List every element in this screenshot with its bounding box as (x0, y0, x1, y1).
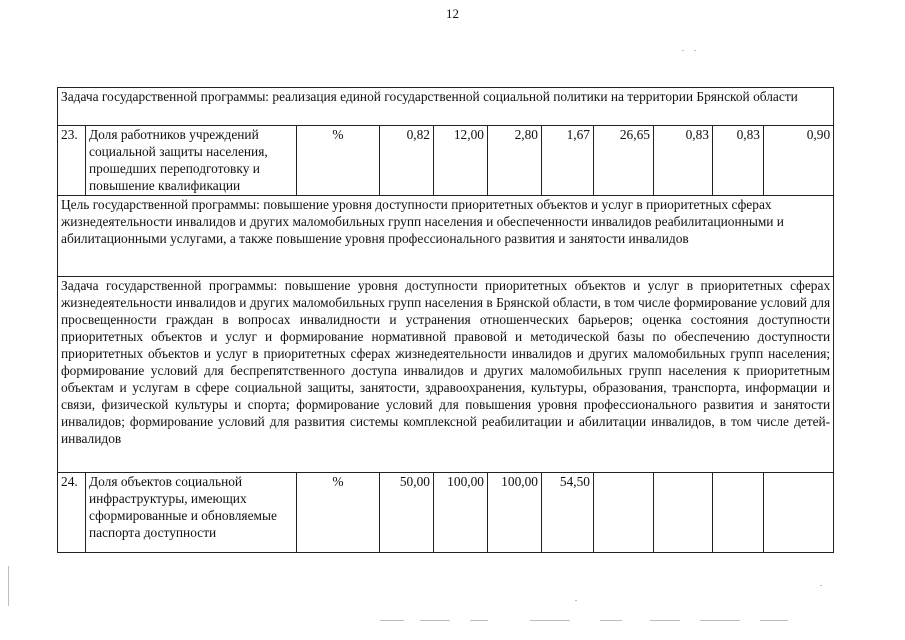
table-row-24 (58, 473, 834, 553)
value-cell: 100,00 (488, 473, 542, 553)
goal-cell: Цель государственной программы: повышение уровня доступности приоритетных объектов и услуг в приоритетных сферах жизнедеятельности инвалидов и других маломобильных групп населения и обеспеченности инвалидов реабилитационными и абилитационными услугами, а также повышение уровня профессионального развития и занятости инвалидов (58, 196, 834, 277)
value-cell: 2,80 (488, 126, 542, 196)
indicator-name: Доля работников учреждений социальной защиты населения, прошедших переподготовку и повышение квалификации (86, 126, 297, 196)
value-cell: 1,67 (542, 126, 594, 196)
value-cell (654, 473, 713, 553)
page-number: 12 (446, 6, 459, 21)
task-row-1 (58, 88, 834, 126)
table-row-23 (58, 126, 834, 196)
value-cell: 0,83 (654, 126, 713, 196)
unit-cell: % (297, 473, 380, 553)
value-cell (713, 473, 764, 553)
value-cell: 0,83 (713, 126, 764, 196)
value-cell: 26,65 (594, 126, 654, 196)
indicators-table (57, 87, 834, 553)
unit-cell: % (297, 126, 380, 196)
row-index: 24. (58, 473, 86, 553)
value-cell: 50,00 (380, 473, 434, 553)
value-cell: 0,90 (764, 126, 834, 196)
value-cell: 100,00 (434, 473, 488, 553)
value-cell: 0,82 (380, 126, 434, 196)
value-cell: 54,50 (542, 473, 594, 553)
value-cell (594, 473, 654, 553)
task-row-2 (58, 277, 834, 473)
goal-row (58, 196, 834, 277)
task-cell-1: Задача государственной программы: реализация единой государственной социальной политики на территории Брянской области (58, 88, 834, 126)
value-cell: 12,00 (434, 126, 488, 196)
task-cell-2: Задача государственной программы: повышение уровня доступности приоритетных объектов и услуг в приоритетных сферах жизнедеятельности инвалидов и других маломобильных групп населения в Брянской области, в том числе формирование условий для просвещенности граждан в вопросах инвалидности и устранения отношенческих барьеров; оценка состояния доступности приоритетных объектов и услуг и формирование нормативной правовой и методической базы по обеспечению доступности приоритетных объектов и услуг в приоритетных сферах жизнедеятельности инвалидов и других маломобильных групп населения; формирование условий для беспрепятственного доступа инвалидов и других маломобильных групп населения к приоритетным объектам и услугам в сфере социальной защиты, занятости, здравоохранения, культуры, образования, транспорта, информации и связи, физической культуры и спорта; формирование условий для повышения уровня профессионального развития и занятости инвалидов; формирование условий для развития системы комплексной реабилитации и абилитации инвалидов, в том числе детей-инвалидов (58, 277, 834, 473)
row-index: 23. (58, 126, 86, 196)
indicator-name: Доля объектов социальной инфраструктуры, имеющих сформированные и обновляемые паспорта доступности (86, 473, 297, 553)
value-cell (764, 473, 834, 553)
